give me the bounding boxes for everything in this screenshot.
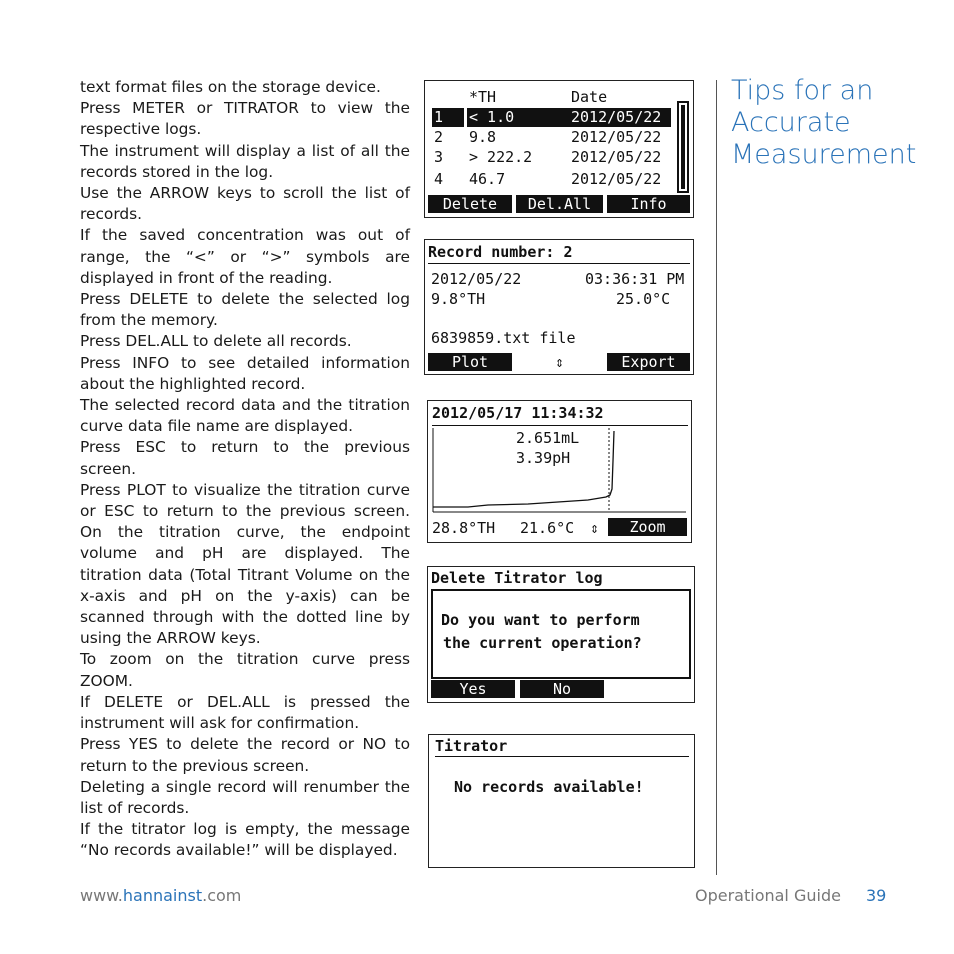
row-value: > 222.2 [469, 148, 533, 166]
record-temp: 25.0°C [616, 290, 671, 308]
title-underline [435, 756, 689, 757]
endpoint-volume: 2.651mL [516, 429, 580, 447]
paragraph: If the saved concentration was out of range, the “<” or “>” symbols are displayed in front of the reading. [80, 226, 410, 287]
no-records-screen [428, 734, 695, 868]
titration-curve-screen [427, 400, 692, 543]
curve-th: 28.8°TH [432, 519, 496, 537]
column-divider [716, 80, 717, 875]
url-suffix: .com [202, 886, 242, 905]
scrollbar-thumb [681, 105, 685, 189]
row-date: 2012/05/22 [571, 108, 662, 126]
paragraph: If DELETE or DEL.ALL is pressed the instrument will ask for confirmation. [80, 692, 410, 733]
record-time: 03:36:31 PM [585, 270, 685, 288]
record-title: Record number: 2 [428, 243, 573, 261]
record-date: 2012/05/22 [431, 270, 522, 288]
log-list-screen [424, 80, 694, 218]
dialog-box [431, 589, 691, 679]
plot-softkey: Plot [428, 353, 512, 371]
delete-softkey: Delete [428, 195, 512, 213]
url-brand: hannainst [122, 886, 203, 905]
paragraph: Press PLOT to visualize the titration curve or ESC to return to the previous screen. On the titration curve, the endpoint volume and pH are displayed. The titration data (Total Titrant Volume on the x-axis and pH on the y-axis) can be scanned through with the dotted line by using the ARROW keys. [80, 480, 410, 648]
row-date: 2012/05/22 [571, 148, 662, 166]
dialog-line-1: Do you want to perform [441, 611, 640, 629]
paragraph: If the titrator log is empty, the message “No records available!” will be displayed. [80, 820, 410, 860]
paragraph: Press YES to delete the record or NO to return to the previous screen. [80, 735, 410, 775]
column-date: Date [571, 88, 608, 106]
dialog-line-2: the current operation? [443, 634, 642, 652]
section-title-line: Measurement [731, 139, 917, 170]
zoom-softkey: Zoom [608, 518, 687, 536]
row-date: 2012/05/22 [571, 170, 662, 188]
scrollbar [677, 101, 689, 193]
paragraph: Press DEL.ALL to delete all records. [80, 332, 352, 351]
section-title-line: Tips for an [731, 75, 874, 106]
section-title [731, 75, 916, 171]
row-number: 1 [434, 108, 444, 126]
record-info-screen [424, 239, 694, 375]
empty-log-title: Titrator [435, 737, 508, 755]
record-th: 9.8°TH [431, 290, 486, 308]
paragraph: The selected record data and the titration curve data file name are displayed. [80, 396, 410, 436]
url-prefix: www. [80, 886, 123, 905]
paragraph: To zoom on the titration curve press ZOOM. [80, 650, 410, 690]
row-value: 9.8 [469, 128, 497, 146]
row-value: < 1.0 [469, 108, 515, 126]
paragraph: Press METER or TITRATOR to view the respective logs. [80, 99, 410, 139]
row-number: 3 [434, 148, 444, 166]
endpoint-ph: 3.39pH [516, 449, 571, 467]
paragraph: text format files on the storage device. [80, 78, 381, 96]
updown-arrow-icon: ⇕ [555, 353, 565, 371]
dialog-title: Delete Titrator log [431, 569, 603, 587]
delete-confirm-screen [427, 566, 695, 703]
curve-title: 2012/05/17 11:34:32 [432, 404, 604, 422]
no-softkey: No [520, 680, 604, 698]
body-text [80, 77, 410, 862]
yes-softkey: Yes [431, 680, 515, 698]
empty-log-message: No records available! [454, 778, 644, 796]
curve-temp: 21.6°C [520, 519, 575, 537]
row-value: 46.7 [469, 170, 506, 188]
paragraph: Press ESC to return to the previous screen. [80, 438, 410, 478]
row-number: 4 [434, 170, 444, 188]
export-softkey: Export [607, 353, 690, 371]
row-number: 2 [434, 128, 444, 146]
page-number: 39 [866, 886, 887, 905]
row-date: 2012/05/22 [571, 128, 662, 146]
del-all-softkey: Del.All [516, 195, 603, 213]
section-title-line: Accurate [731, 107, 851, 138]
info-softkey: Info [607, 195, 690, 213]
footer-url[interactable] [80, 886, 241, 905]
updown-arrow-icon: ⇕ [590, 519, 600, 537]
column-th: *TH [469, 88, 497, 106]
paragraph: The instrument will display a list of all the records stored in the log. [80, 141, 410, 181]
record-file: 6839859.txt file [431, 329, 576, 347]
paragraph: Deleting a single record will renumber the list of records. [80, 777, 410, 817]
title-underline [428, 263, 690, 264]
paragraph: Press INFO to see detailed information about the highlighted record. [80, 353, 410, 393]
paragraph: Use the ARROW keys to scroll the list of records. [80, 184, 410, 224]
paragraph: Press DELETE to delete the selected log from the memory. [80, 290, 410, 330]
footer-guide: Operational Guide [695, 886, 841, 905]
